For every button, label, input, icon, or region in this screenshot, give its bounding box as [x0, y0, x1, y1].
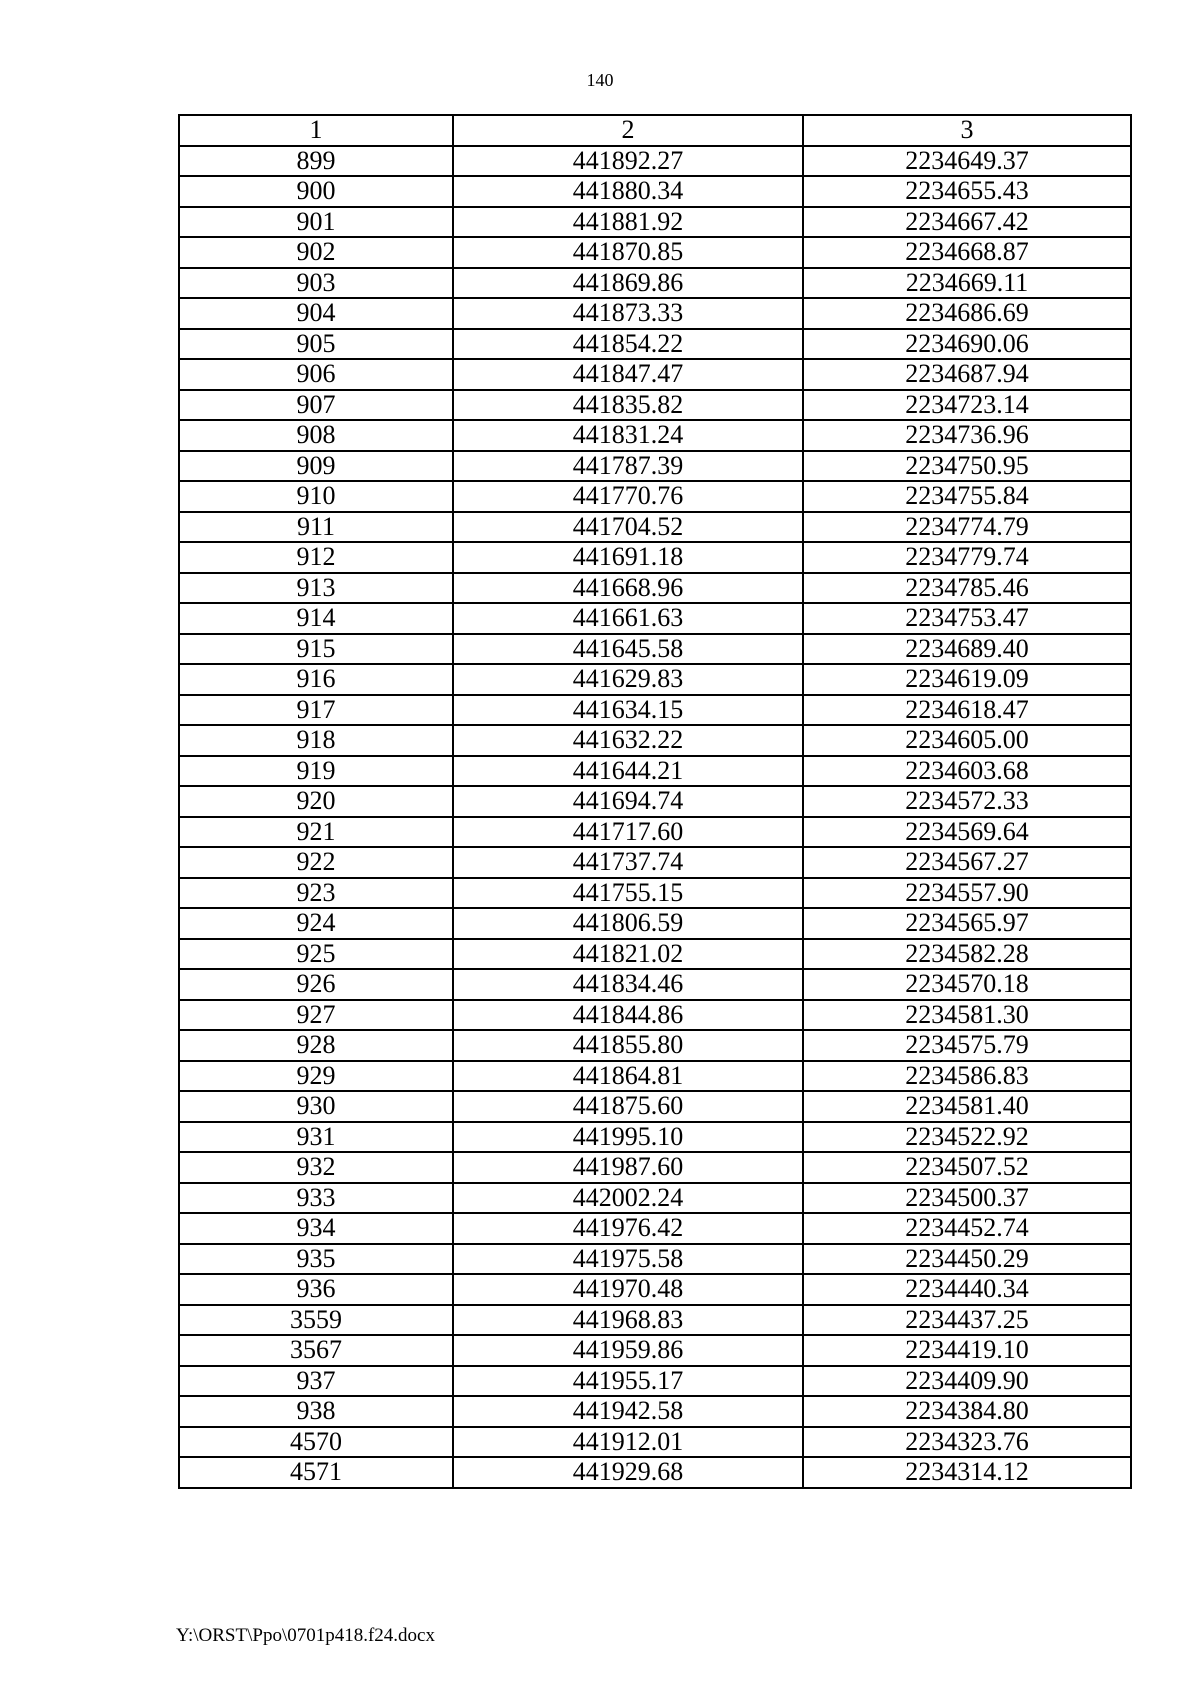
y-coordinate-cell: 2234507.52	[803, 1152, 1131, 1183]
point-number-cell: 918	[179, 725, 453, 756]
point-number-cell: 922	[179, 847, 453, 878]
y-coordinate-cell: 2234581.40	[803, 1091, 1131, 1122]
y-coordinate-cell: 2234723.14	[803, 390, 1131, 421]
y-coordinate-cell: 2234669.11	[803, 268, 1131, 299]
point-number-cell: 908	[179, 420, 453, 451]
point-number-cell: 931	[179, 1122, 453, 1153]
table-row	[179, 756, 1131, 787]
y-coordinate-cell: 2234437.25	[803, 1305, 1131, 1336]
table-row	[179, 939, 1131, 970]
x-coordinate-cell: 441691.18	[453, 542, 803, 573]
table-row	[179, 634, 1131, 665]
table-row	[179, 878, 1131, 909]
x-coordinate-cell: 441880.34	[453, 176, 803, 207]
y-coordinate-cell: 2234384.80	[803, 1396, 1131, 1427]
x-coordinate-cell: 441855.80	[453, 1030, 803, 1061]
x-coordinate-cell: 441806.59	[453, 908, 803, 939]
x-coordinate-cell: 441995.10	[453, 1122, 803, 1153]
x-coordinate-cell: 441717.60	[453, 817, 803, 848]
x-coordinate-cell: 441870.85	[453, 237, 803, 268]
point-number-cell: 913	[179, 573, 453, 604]
x-coordinate-cell: 441929.68	[453, 1457, 803, 1488]
point-number-cell: 910	[179, 481, 453, 512]
y-coordinate-cell: 2234500.37	[803, 1183, 1131, 1214]
point-number-cell: 906	[179, 359, 453, 390]
table-row	[179, 725, 1131, 756]
x-coordinate-cell: 441975.58	[453, 1244, 803, 1275]
table-row	[179, 512, 1131, 543]
x-coordinate-cell: 441694.74	[453, 786, 803, 817]
point-number-cell: 912	[179, 542, 453, 573]
y-coordinate-cell: 2234567.27	[803, 847, 1131, 878]
coordinates-table	[178, 114, 1132, 1489]
y-coordinate-cell: 2234452.74	[803, 1213, 1131, 1244]
y-coordinate-cell: 2234419.10	[803, 1335, 1131, 1366]
y-coordinate-cell: 2234581.30	[803, 1000, 1131, 1031]
table-row	[179, 359, 1131, 390]
x-coordinate-cell: 441864.81	[453, 1061, 803, 1092]
x-coordinate-cell: 441668.96	[453, 573, 803, 604]
y-coordinate-cell: 2234575.79	[803, 1030, 1131, 1061]
table-row	[179, 420, 1131, 451]
y-coordinate-cell: 2234774.79	[803, 512, 1131, 543]
table-row	[179, 298, 1131, 329]
point-number-cell: 917	[179, 695, 453, 726]
table-row	[179, 176, 1131, 207]
table-header-row	[179, 115, 1131, 146]
column-header: 2	[453, 115, 803, 146]
x-coordinate-cell: 441912.01	[453, 1427, 803, 1458]
x-coordinate-cell: 441892.27	[453, 146, 803, 177]
table-row	[179, 695, 1131, 726]
point-number-cell: 932	[179, 1152, 453, 1183]
table-row	[179, 1396, 1131, 1427]
x-coordinate-cell: 441661.63	[453, 603, 803, 634]
table-row	[179, 146, 1131, 177]
point-number-cell: 938	[179, 1396, 453, 1427]
x-coordinate-cell: 441644.21	[453, 756, 803, 787]
column-header: 3	[803, 115, 1131, 146]
table-row	[179, 1427, 1131, 1458]
x-coordinate-cell: 441632.22	[453, 725, 803, 756]
table-row	[179, 1091, 1131, 1122]
table-row	[179, 969, 1131, 1000]
point-number-cell: 925	[179, 939, 453, 970]
table-row	[179, 1152, 1131, 1183]
point-number-cell: 920	[179, 786, 453, 817]
point-number-cell: 911	[179, 512, 453, 543]
table-row	[179, 451, 1131, 482]
y-coordinate-cell: 2234618.47	[803, 695, 1131, 726]
table-row	[179, 1305, 1131, 1336]
point-number-cell: 901	[179, 207, 453, 238]
point-number-cell: 907	[179, 390, 453, 421]
point-number-cell: 926	[179, 969, 453, 1000]
y-coordinate-cell: 2234450.29	[803, 1244, 1131, 1275]
point-number-cell: 937	[179, 1366, 453, 1397]
y-coordinate-cell: 2234736.96	[803, 420, 1131, 451]
y-coordinate-cell: 2234619.09	[803, 664, 1131, 695]
point-number-cell: 930	[179, 1091, 453, 1122]
y-coordinate-cell: 2234409.90	[803, 1366, 1131, 1397]
x-coordinate-cell: 441770.76	[453, 481, 803, 512]
table-row	[179, 1366, 1131, 1397]
point-number-cell: 919	[179, 756, 453, 787]
y-coordinate-cell: 2234690.06	[803, 329, 1131, 360]
footer-file-path: Y:\ORST\Ppo\0701p418.f24.docx	[176, 1625, 435, 1646]
table-row	[179, 1183, 1131, 1214]
table-row	[179, 237, 1131, 268]
x-coordinate-cell: 441976.42	[453, 1213, 803, 1244]
y-coordinate-cell: 2234570.18	[803, 969, 1131, 1000]
table-row	[179, 573, 1131, 604]
x-coordinate-cell: 441869.86	[453, 268, 803, 299]
x-coordinate-cell: 441645.58	[453, 634, 803, 665]
y-coordinate-cell: 2234569.64	[803, 817, 1131, 848]
x-coordinate-cell: 442002.24	[453, 1183, 803, 1214]
x-coordinate-cell: 441835.82	[453, 390, 803, 421]
table-row	[179, 664, 1131, 695]
point-number-cell: 921	[179, 817, 453, 848]
y-coordinate-cell: 2234687.94	[803, 359, 1131, 390]
x-coordinate-cell: 441704.52	[453, 512, 803, 543]
point-number-cell: 902	[179, 237, 453, 268]
x-coordinate-cell: 441955.17	[453, 1366, 803, 1397]
column-header: 1	[179, 115, 453, 146]
table-row	[179, 1213, 1131, 1244]
x-coordinate-cell: 441831.24	[453, 420, 803, 451]
point-number-cell: 900	[179, 176, 453, 207]
x-coordinate-cell: 441634.15	[453, 695, 803, 726]
x-coordinate-cell: 441834.46	[453, 969, 803, 1000]
table-row	[179, 207, 1131, 238]
table-row	[179, 1335, 1131, 1366]
point-number-cell: 936	[179, 1274, 453, 1305]
x-coordinate-cell: 441854.22	[453, 329, 803, 360]
x-coordinate-cell: 441787.39	[453, 451, 803, 482]
y-coordinate-cell: 2234565.97	[803, 908, 1131, 939]
point-number-cell: 928	[179, 1030, 453, 1061]
y-coordinate-cell: 2234686.69	[803, 298, 1131, 329]
y-coordinate-cell: 2234522.92	[803, 1122, 1131, 1153]
table-row	[179, 786, 1131, 817]
table-row	[179, 603, 1131, 634]
x-coordinate-cell: 441873.33	[453, 298, 803, 329]
y-coordinate-cell: 2234314.12	[803, 1457, 1131, 1488]
table-row	[179, 1457, 1131, 1488]
y-coordinate-cell: 2234572.33	[803, 786, 1131, 817]
x-coordinate-cell: 441942.58	[453, 1396, 803, 1427]
x-coordinate-cell: 441875.60	[453, 1091, 803, 1122]
y-coordinate-cell: 2234440.34	[803, 1274, 1131, 1305]
point-number-cell: 933	[179, 1183, 453, 1214]
point-number-cell: 3567	[179, 1335, 453, 1366]
y-coordinate-cell: 2234323.76	[803, 1427, 1131, 1458]
point-number-cell: 914	[179, 603, 453, 634]
x-coordinate-cell: 441959.86	[453, 1335, 803, 1366]
table-row	[179, 1030, 1131, 1061]
point-number-cell: 4571	[179, 1457, 453, 1488]
point-number-cell: 923	[179, 878, 453, 909]
y-coordinate-cell: 2234689.40	[803, 634, 1131, 665]
y-coordinate-cell: 2234668.87	[803, 237, 1131, 268]
table-row	[179, 542, 1131, 573]
table-row	[179, 1274, 1131, 1305]
point-number-cell: 905	[179, 329, 453, 360]
y-coordinate-cell: 2234603.68	[803, 756, 1131, 787]
y-coordinate-cell: 2234779.74	[803, 542, 1131, 573]
table-row	[179, 847, 1131, 878]
page-number: 140	[586, 70, 614, 90]
point-number-cell: 904	[179, 298, 453, 329]
point-number-cell: 909	[179, 451, 453, 482]
x-coordinate-cell: 441847.47	[453, 359, 803, 390]
x-coordinate-cell: 441844.86	[453, 1000, 803, 1031]
table-row	[179, 481, 1131, 512]
table-row	[179, 908, 1131, 939]
point-number-cell: 935	[179, 1244, 453, 1275]
point-number-cell: 916	[179, 664, 453, 695]
y-coordinate-cell: 2234753.47	[803, 603, 1131, 634]
point-number-cell: 3559	[179, 1305, 453, 1336]
point-number-cell: 4570	[179, 1427, 453, 1458]
y-coordinate-cell: 2234586.83	[803, 1061, 1131, 1092]
y-coordinate-cell: 2234582.28	[803, 939, 1131, 970]
point-number-cell: 929	[179, 1061, 453, 1092]
x-coordinate-cell: 441968.83	[453, 1305, 803, 1336]
table-row	[179, 329, 1131, 360]
x-coordinate-cell: 441821.02	[453, 939, 803, 970]
x-coordinate-cell: 441970.48	[453, 1274, 803, 1305]
x-coordinate-cell: 441755.15	[453, 878, 803, 909]
point-number-cell: 924	[179, 908, 453, 939]
table-row	[179, 817, 1131, 848]
y-coordinate-cell: 2234557.90	[803, 878, 1131, 909]
point-number-cell: 903	[179, 268, 453, 299]
table-row	[179, 1244, 1131, 1275]
point-number-cell: 915	[179, 634, 453, 665]
x-coordinate-cell: 441737.74	[453, 847, 803, 878]
table-row	[179, 1061, 1131, 1092]
point-number-cell: 899	[179, 146, 453, 177]
y-coordinate-cell: 2234667.42	[803, 207, 1131, 238]
y-coordinate-cell: 2234750.95	[803, 451, 1131, 482]
x-coordinate-cell: 441881.92	[453, 207, 803, 238]
y-coordinate-cell: 2234755.84	[803, 481, 1131, 512]
table-row	[179, 390, 1131, 421]
y-coordinate-cell: 2234605.00	[803, 725, 1131, 756]
y-coordinate-cell: 2234655.43	[803, 176, 1131, 207]
table-row	[179, 268, 1131, 299]
y-coordinate-cell: 2234649.37	[803, 146, 1131, 177]
x-coordinate-cell: 441987.60	[453, 1152, 803, 1183]
table-body	[179, 115, 1131, 1488]
table-row	[179, 1000, 1131, 1031]
point-number-cell: 934	[179, 1213, 453, 1244]
y-coordinate-cell: 2234785.46	[803, 573, 1131, 604]
table-row	[179, 1122, 1131, 1153]
x-coordinate-cell: 441629.83	[453, 664, 803, 695]
point-number-cell: 927	[179, 1000, 453, 1031]
